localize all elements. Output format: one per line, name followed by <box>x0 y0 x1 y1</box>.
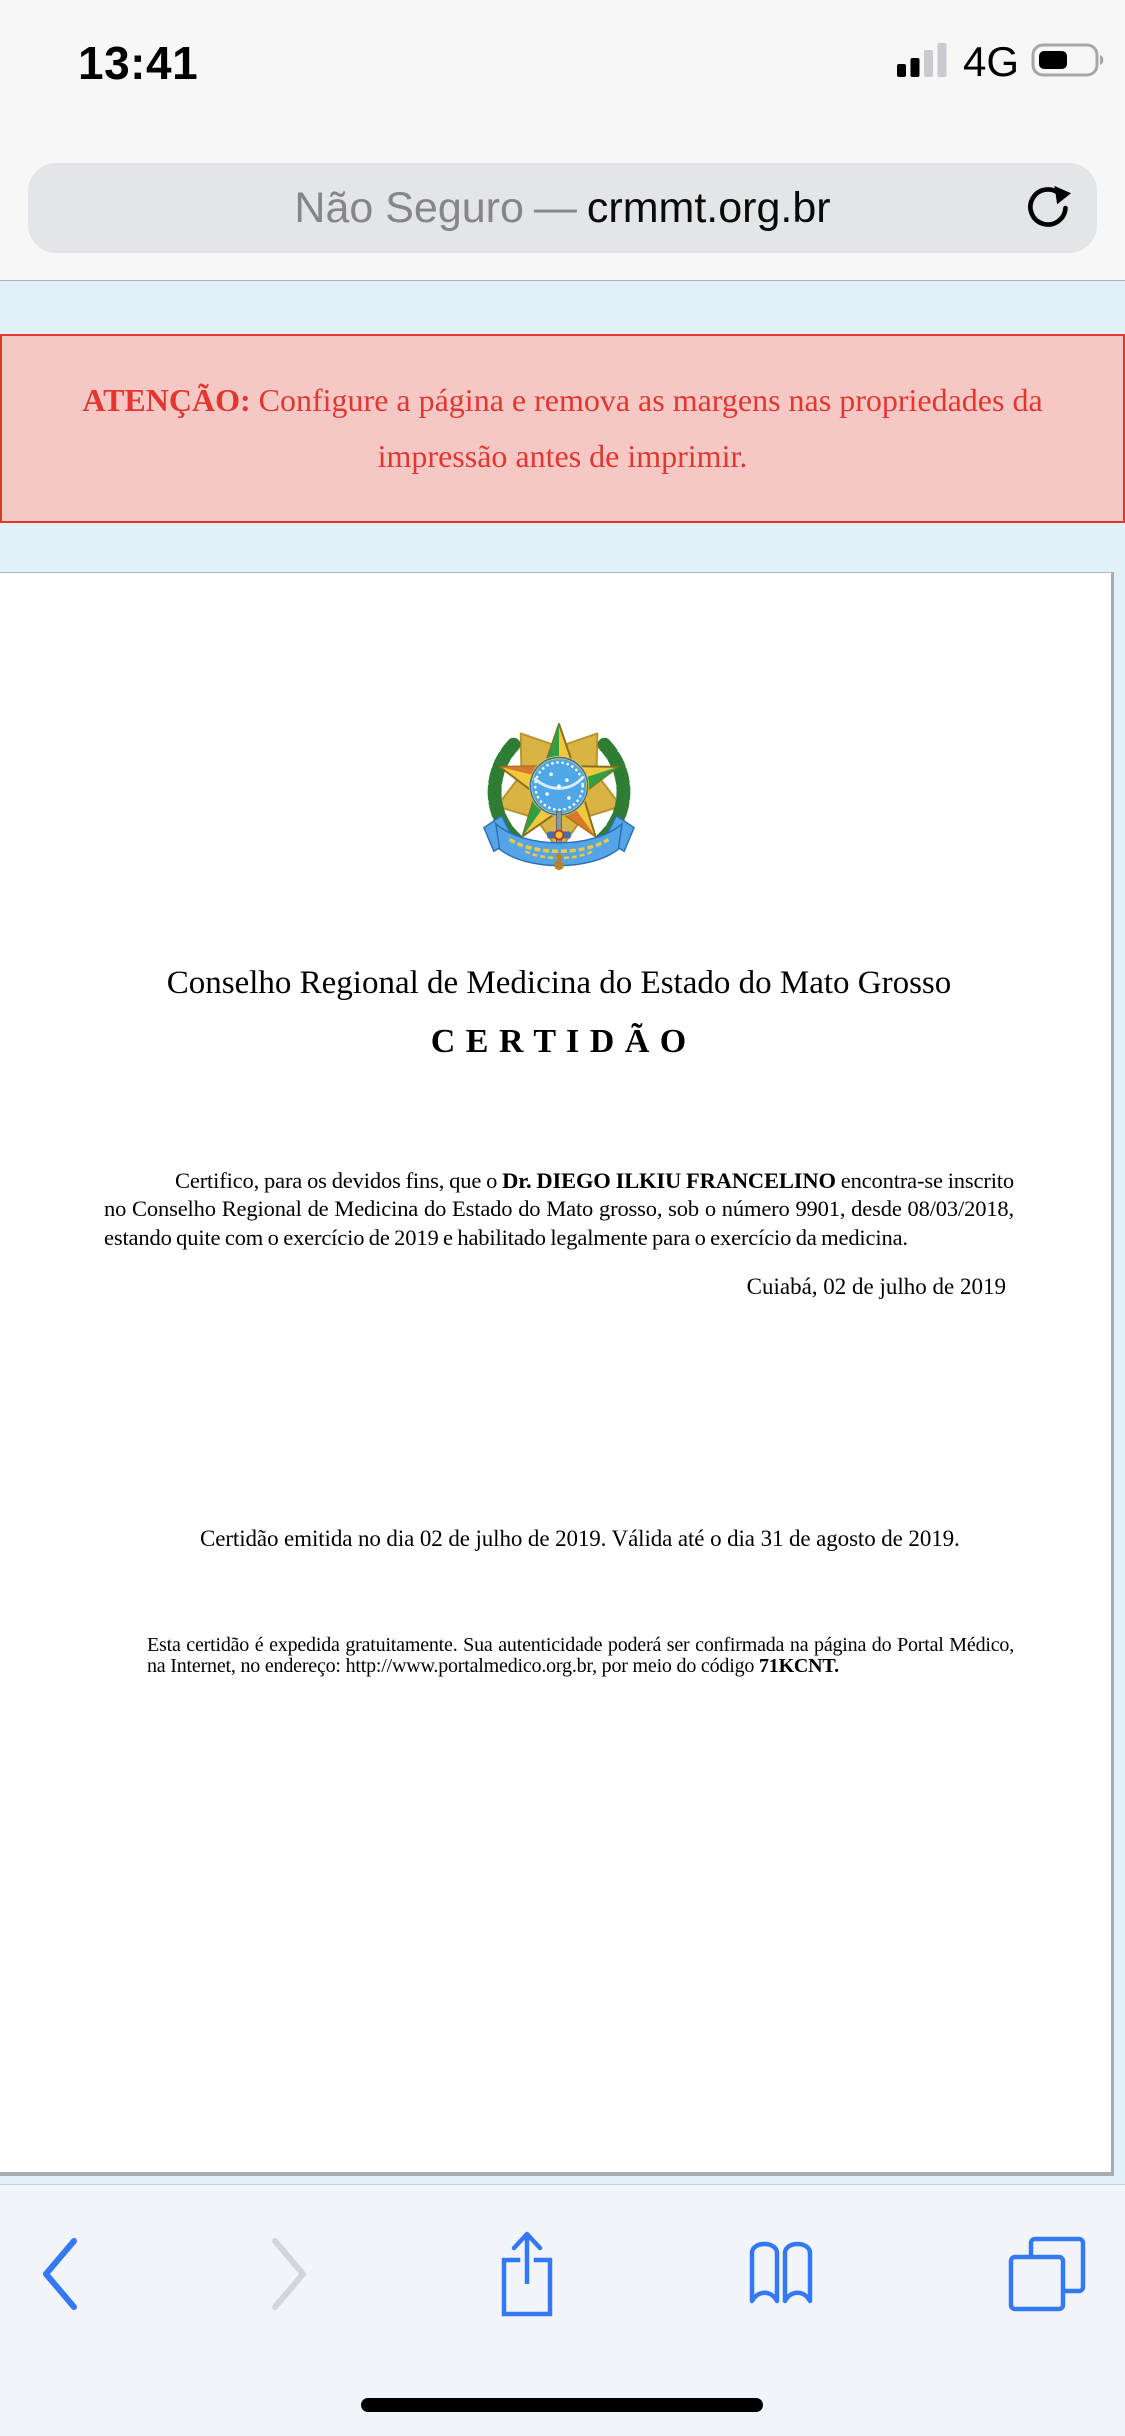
doctor-name: Dr. DIEGO ILKIU FRANCELINO <box>502 1168 836 1193</box>
forward-button[interactable] <box>267 2235 311 2313</box>
bookmarks-button[interactable] <box>742 2237 820 2311</box>
chevron-left-icon <box>38 2301 82 2316</box>
tabs-button[interactable] <box>1005 2233 1089 2315</box>
clock-time: 13:41 <box>78 37 199 89</box>
issue-place-date: Cuiabá, 02 de julho de 2019 <box>746 1273 1006 1299</box>
share-button[interactable] <box>496 2228 558 2320</box>
verification-code: 71KCNT. <box>758 1655 839 1678</box>
cellular-signal-icon <box>897 43 951 82</box>
certificate-document <box>0 572 1114 2176</box>
battery-icon <box>1031 42 1107 83</box>
print-warning-banner <box>0 334 1125 523</box>
share-icon <box>496 2308 558 2323</box>
organization-name: Conselho Regional de Medicina do Estado do Mato Grosso <box>166 965 952 1001</box>
tabs-icon <box>1005 2303 1089 2318</box>
brazil-coat-of-arms <box>480 710 638 887</box>
network-type-label: 4G <box>962 38 1019 85</box>
address-bar[interactable] <box>28 163 1097 253</box>
certificate-title: C E R T I D Ã O <box>430 1023 688 1060</box>
emission-validity-note: Certidão emitida no dia 02 de julho de 2019. Válida até o dia 31 de agosto de 2019. <box>200 1525 960 1551</box>
back-button[interactable] <box>38 2235 82 2313</box>
not-secure-label: Não Seguro <box>294 183 524 232</box>
status-bar <box>0 36 1125 96</box>
book-icon <box>742 2299 820 2314</box>
safari-top-bar <box>0 0 1125 281</box>
address-separator: — <box>533 183 577 232</box>
safari-bottom-toolbar <box>0 2184 1125 2436</box>
reload-icon <box>1023 221 1071 236</box>
web-content <box>0 282 1125 2184</box>
warning-title: ATENÇÃO: <box>82 382 251 418</box>
url-text: crmmt.org.br <box>586 183 831 232</box>
status-icons <box>897 38 1107 86</box>
certificate-body: Certifico, para os devidos fins, que o Dr. DIEGO ILKIU FRANCELINO encontra-se inscrito no Conselho Regional de Medicina do Estado do Mato grosso, sob o número 9901, desde 08/03/2018, estando quite com o exercício de 2019 e habilitado legalmente para o exercício da medicina. <box>104 1168 1014 1250</box>
chevron-right-icon <box>267 2301 311 2316</box>
reload-button[interactable] <box>1023 183 1071 233</box>
authenticity-footer: Esta certidão é expedida gratuitamente. Sua autenticidade poderá ser confirmada na página do Portal Médico, na Internet, no endereço: http://www.portalmedico.org.br, por meio do código 71KCNT. <box>147 1633 1014 1678</box>
home-indicator[interactable] <box>361 2398 763 2412</box>
warning-text: ATENÇÃO: Configure a página e remova as margens nas propriedades da impressão antes de imprimir. <box>82 382 1043 474</box>
